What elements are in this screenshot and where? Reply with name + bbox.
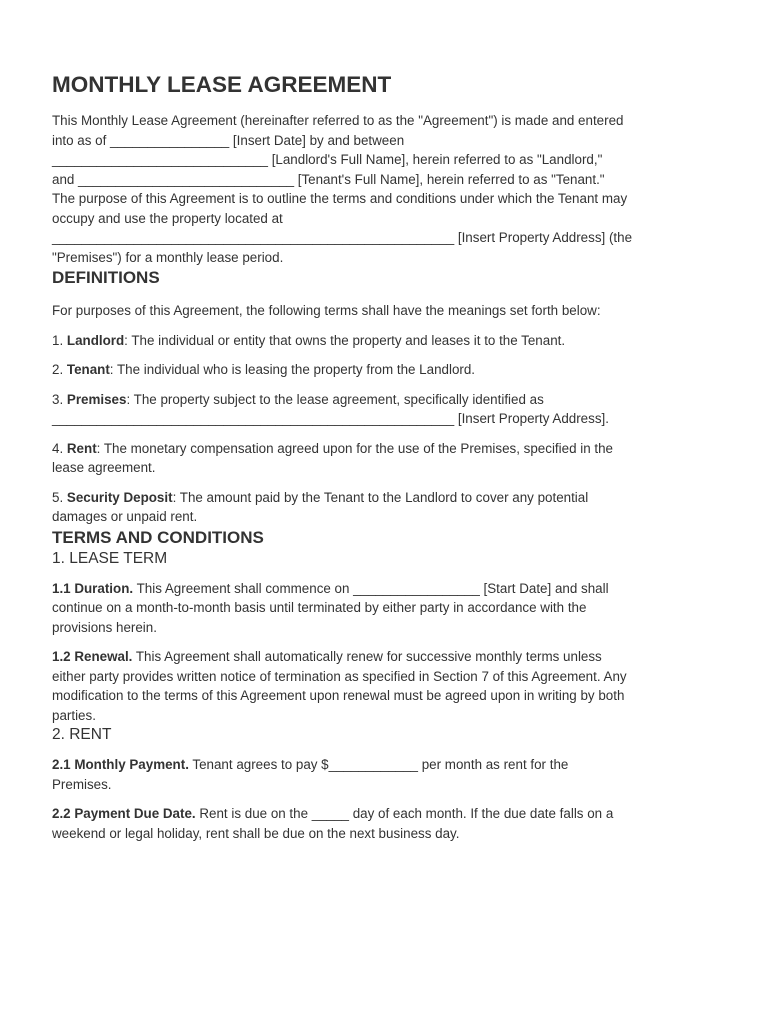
definition-number: 5. [52,489,67,505]
definition-line [52,390,724,410]
clause-label: 2.2 Payment Due Date. [52,806,196,821]
definition-number: 4. [52,440,67,456]
definition-line [52,439,724,459]
clause-renewal [52,647,724,725]
definition-item-landlord [52,331,724,351]
definition-item-security-deposit [52,488,724,527]
document-page [52,70,724,843]
intro-line: into as of ________________ [Insert Date] by and between [52,132,405,148]
document-title: MONTHLY LEASE AGREEMENT [52,72,392,97]
definition-line [52,360,724,380]
lease-term-heading: 1. LEASE TERM [52,549,168,567]
definition-line [52,331,724,351]
clause-line: Premises. [52,776,112,792]
intro-line: The purpose of this Agreement is to outline the terms and conditions under which the Tenant may [52,191,628,206]
definitions-heading: DEFINITIONS [52,268,160,287]
definition-term: Rent [66,440,97,456]
definition-item-tenant [52,360,724,380]
intro-line: _____________________________ [Landlord's Full Name], herein referred to as "Landlord," [52,152,603,167]
clause-duration [52,579,724,638]
definition-text: : The monetary compensation agreed upon for the use of the Premises, specified in the [96,440,613,456]
clause-payment-due-date [52,804,724,843]
definition-line [52,488,724,508]
intro-line: "Premises") for a monthly lease period. [52,249,284,265]
clause-text: Tenant agrees to pay $____________ per month as rent for the [188,757,569,772]
definition-text: : The amount paid by the Tenant to the Landlord to cover any potential [172,489,589,505]
definitions-lead: For purposes of this Agreement, the following terms shall have the meanings set forth below: [52,303,601,318]
intro-line: occupy and use the property located at [52,210,283,226]
clause-line [52,647,724,667]
clause-monthly-payment [52,755,724,794]
clause-line [52,579,724,599]
definition-term: Premises [66,391,127,407]
definition-number: 1. [52,332,67,348]
clause-line: either party provides written notice of termination as specified in Section 7 of this Agreement. Any [52,668,627,684]
definition-text: : The individual or entity that owns the property and leases it to the Tenant. [124,332,566,348]
definition-line: lease agreement. [52,460,156,475]
definition-term: Landlord [66,332,125,348]
intro-paragraph [52,111,724,267]
definition-text: : The individual who is leasing the property from the Landlord. [109,362,476,377]
intro-line: This Monthly Lease Agreement (hereinafter referred to as the "Agreement") is made and entered [52,113,624,128]
terms-heading: TERMS AND CONDITIONS [52,527,264,547]
definition-term: Tenant [66,362,110,377]
clause-line: provisions herein. [52,619,157,635]
definition-number: 2. [52,362,67,377]
clause-line [52,804,724,824]
definition-line: ______________________________________________________ [Insert Property Address]. [52,411,609,426]
rent-heading: 2. RENT [52,726,112,743]
clause-label: 2.1 Monthly Payment. [52,757,189,772]
clause-label: 1.2 Renewal. [52,649,133,664]
clause-text: Rent is due on the _____ day of each month. If the due date falls on a [195,806,614,821]
clause-line: weekend or legal holiday, rent shall be due on the next business day. [52,825,460,841]
intro-line: and _____________________________ [Tenant's Full Name], herein referred to as "Tenant." [52,171,605,187]
definition-text: : The property subject to the lease agreement, specifically identified as [126,391,544,407]
clause-text: This Agreement shall automatically renew for successive monthly terms unless [132,649,602,664]
clause-line: continue on a month-to-month basis until terminated by either party in accordance with the [52,600,587,615]
definition-term: Security Deposit [66,489,173,505]
clause-line: modification to the terms of this Agreement upon renewal must be agreed upon in writing by both [52,688,625,703]
definition-number: 3. [52,391,67,407]
clause-label: 1.1 Duration. [52,580,134,596]
intro-line: ______________________________________________________ [Insert Property Address] (the [52,230,633,245]
clause-text: This Agreement shall commence on _________________ [Start Date] and shall [133,580,609,596]
definition-item-rent [52,439,724,478]
definition-line: damages or unpaid rent. [52,509,198,524]
clause-line [52,755,724,775]
definition-item-premises [52,390,724,429]
clause-line: parties. [52,707,96,723]
